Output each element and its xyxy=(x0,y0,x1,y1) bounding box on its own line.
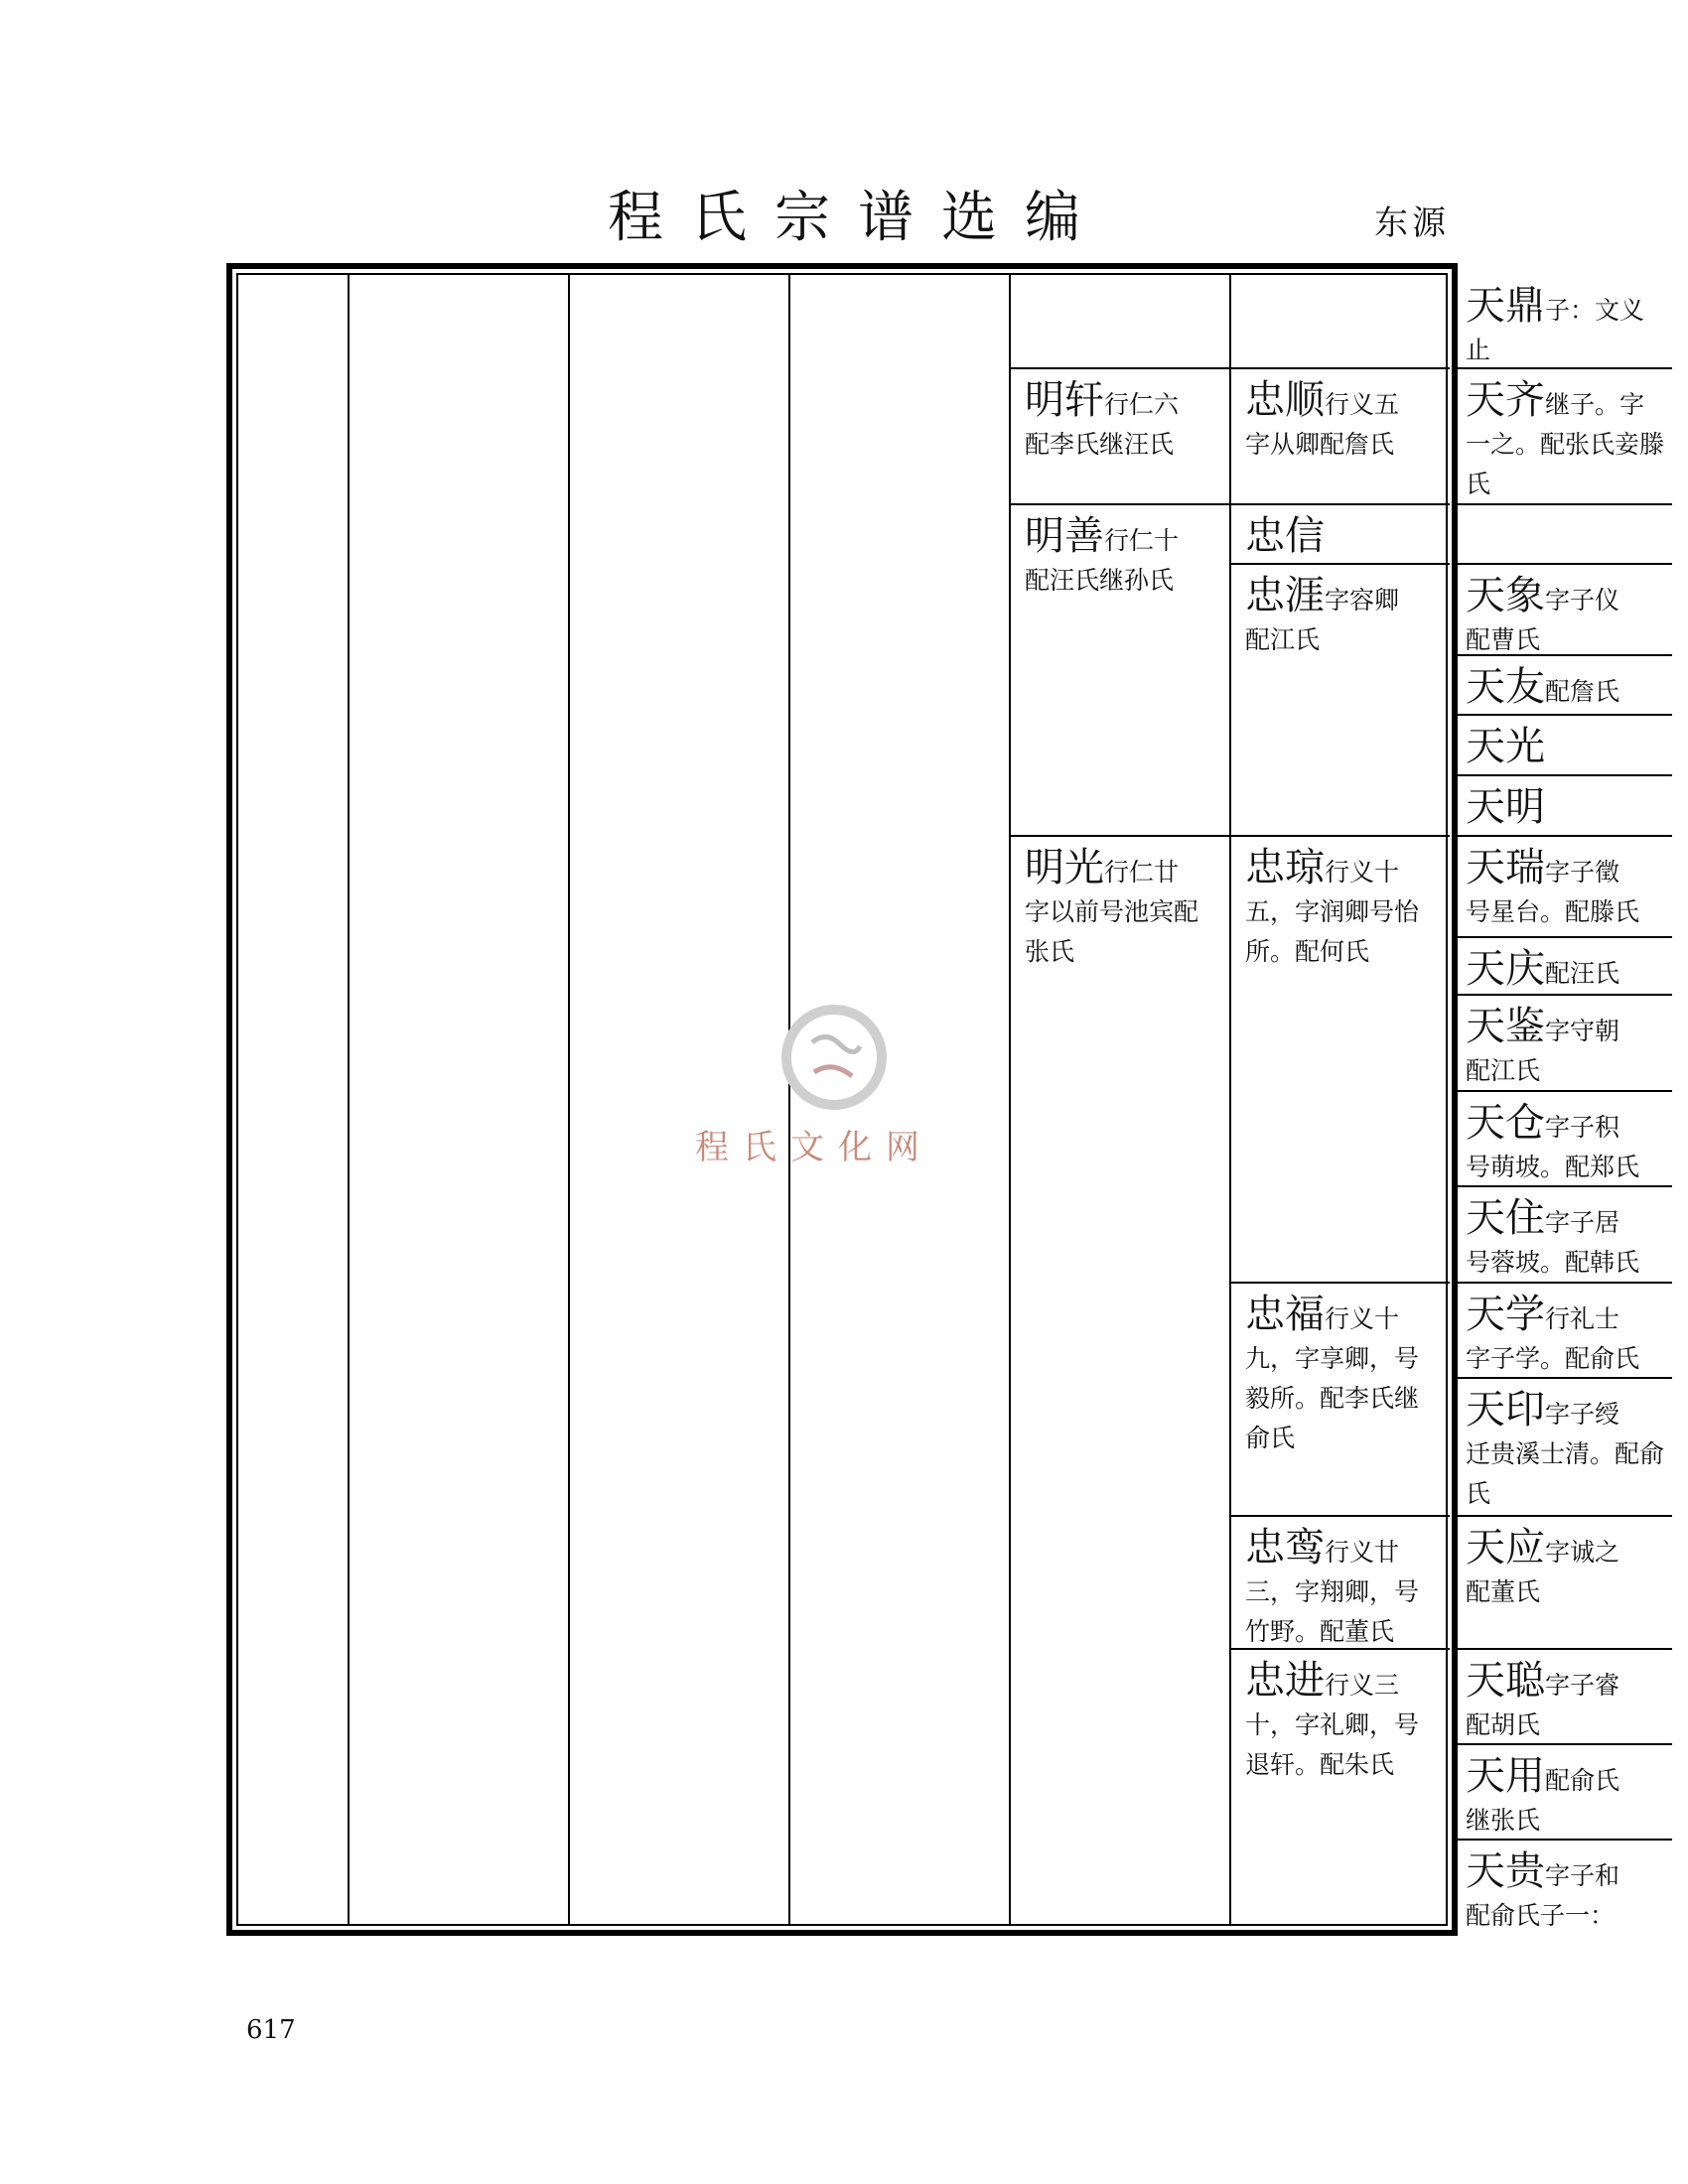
person-name: 明光 xyxy=(1025,845,1104,890)
person-detail: 字以前号池宾配张氏 xyxy=(1025,897,1199,966)
entry-cell xyxy=(1452,994,1672,1090)
person-detail: 三，字翔卿，号竹野。配董氏 xyxy=(1245,1577,1420,1646)
entry-cell xyxy=(1452,1839,1672,1932)
person-note: 字子绶 xyxy=(1545,1400,1620,1429)
person-detail: 配胡氏 xyxy=(1466,1710,1541,1739)
person-name: 忠信 xyxy=(1245,513,1325,559)
person-note: 配詹氏 xyxy=(1545,677,1620,706)
person-note: 行仁廿 xyxy=(1104,858,1180,887)
entry-cell xyxy=(1452,1282,1672,1377)
entry-cell xyxy=(1452,1185,1672,1282)
entry-cell xyxy=(1231,503,1450,563)
person-note: 继子。字 xyxy=(1545,390,1645,419)
person-detail: 迁贵溪士清。配俞氏 xyxy=(1466,1439,1665,1508)
entry-cell xyxy=(1452,654,1672,714)
person-note: 字子睿 xyxy=(1545,1671,1620,1700)
person-detail: 十，字礼卿，号退轩。配朱氏 xyxy=(1245,1710,1420,1779)
entry-cell xyxy=(1452,1648,1672,1743)
person-name: 忠琼 xyxy=(1245,845,1325,890)
person-detail: 配江氏 xyxy=(1245,625,1321,654)
person-note: 字子积 xyxy=(1545,1113,1620,1142)
entry-cell xyxy=(1231,1515,1450,1648)
person-detail: 继张氏 xyxy=(1466,1806,1541,1835)
person-name: 天住 xyxy=(1466,1195,1545,1241)
page-subtitle: 东源 xyxy=(1374,204,1450,243)
person-detail: 五，字润卿号怡所。配何氏 xyxy=(1245,897,1420,966)
person-detail: 配曹氏 xyxy=(1466,625,1541,654)
watermark-text: 程氏文化网 xyxy=(695,1128,933,1167)
empty-cell xyxy=(1452,503,1672,563)
entry-cell xyxy=(1452,835,1672,936)
person-name: 天印 xyxy=(1466,1387,1545,1433)
person-detail: 号萌坡。配郑氏 xyxy=(1466,1153,1640,1181)
person-detail: 号星台。配滕氏 xyxy=(1466,897,1640,926)
person-detail: 配江氏 xyxy=(1466,1056,1541,1085)
person-name: 忠福 xyxy=(1245,1292,1325,1337)
person-note: 行义廿 xyxy=(1325,1538,1400,1567)
entry-cell xyxy=(1452,936,1672,994)
entry-cell xyxy=(1231,835,1450,1282)
person-note: 行义三 xyxy=(1325,1671,1400,1700)
person-name: 天友 xyxy=(1466,664,1545,710)
person-note: 子：文义 xyxy=(1545,296,1645,325)
entry-cell xyxy=(1452,275,1672,367)
person-name: 天瑞 xyxy=(1466,845,1545,890)
entry-cell xyxy=(1231,367,1450,503)
seal-icon xyxy=(774,1003,894,1112)
person-note: 字守朝 xyxy=(1545,1017,1620,1045)
entry-cell xyxy=(1452,1743,1672,1839)
person-note: 配俞氏 xyxy=(1545,1766,1620,1795)
person-detail: 九，字享卿，号毅所。配李氏继俞氏 xyxy=(1245,1344,1420,1452)
person-name: 天齐 xyxy=(1466,377,1545,423)
person-note: 字子和 xyxy=(1545,1861,1620,1890)
page-number: 617 xyxy=(246,2015,296,2045)
person-name: 天用 xyxy=(1466,1753,1545,1799)
person-name: 天仓 xyxy=(1466,1100,1545,1146)
entry-cell xyxy=(1231,1648,1450,1932)
person-detail: 字从卿配詹氏 xyxy=(1245,430,1395,459)
watermark xyxy=(695,1003,993,1181)
person-note: 行仁六 xyxy=(1104,390,1180,419)
entry-cell xyxy=(1452,774,1672,835)
person-name: 天庆 xyxy=(1466,946,1545,992)
person-name: 天贵 xyxy=(1466,1848,1545,1894)
page-title: 程氏宗谱选编 xyxy=(608,186,1108,250)
person-detail: 配汪氏继孙氏 xyxy=(1025,566,1175,595)
person-note: 字子居 xyxy=(1545,1208,1620,1237)
person-detail: 字子学。配俞氏 xyxy=(1466,1344,1640,1373)
entry-cell xyxy=(1452,563,1672,654)
entry-cell xyxy=(1011,367,1229,503)
person-name: 天鉴 xyxy=(1466,1004,1545,1049)
person-detail: 配董氏 xyxy=(1466,1577,1541,1606)
person-note: 行义十 xyxy=(1325,858,1400,887)
person-name: 忠进 xyxy=(1245,1658,1325,1704)
entry-cell xyxy=(1452,367,1672,503)
person-name: 天明 xyxy=(1466,784,1545,830)
person-note: 行义五 xyxy=(1325,390,1400,419)
entry-cell xyxy=(1011,835,1229,1932)
person-detail: 号蓉坡。配韩氏 xyxy=(1466,1248,1640,1277)
entry-cell xyxy=(1011,503,1229,835)
person-note: 字子仪 xyxy=(1545,586,1620,614)
entry-cell xyxy=(1452,1090,1672,1185)
person-name: 明善 xyxy=(1025,513,1104,559)
person-name: 天学 xyxy=(1466,1292,1545,1337)
person-name: 天聪 xyxy=(1466,1658,1545,1704)
person-name: 天光 xyxy=(1466,724,1545,769)
person-note: 字诚之 xyxy=(1545,1538,1620,1567)
column-divider xyxy=(348,275,350,1924)
entry-cell xyxy=(1452,1515,1672,1648)
person-detail: 一之。配张氏妾滕氏 xyxy=(1466,430,1665,498)
person-note: 字子徵 xyxy=(1545,858,1620,887)
person-name: 天象 xyxy=(1466,573,1545,618)
entry-cell xyxy=(1452,1377,1672,1515)
entry-cell xyxy=(1452,714,1672,774)
person-name: 忠顺 xyxy=(1245,377,1325,423)
person-name: 忠涯 xyxy=(1245,573,1325,618)
person-note: 行礼士 xyxy=(1545,1304,1620,1333)
person-detail: 配李氏继汪氏 xyxy=(1025,430,1175,459)
person-name: 天鼎 xyxy=(1466,283,1545,329)
person-name: 明轩 xyxy=(1025,377,1104,423)
entry-cell xyxy=(1231,1282,1450,1515)
person-name: 天应 xyxy=(1466,1525,1545,1570)
person-note: 行仁十 xyxy=(1104,526,1180,555)
person-name: 忠鸾 xyxy=(1245,1525,1325,1570)
person-detail: 配俞氏子一： xyxy=(1466,1901,1616,1930)
column-divider xyxy=(568,275,570,1924)
person-note: 配汪氏 xyxy=(1545,959,1620,988)
person-note: 字容卿 xyxy=(1325,586,1400,614)
person-detail: 止 xyxy=(1466,336,1491,364)
person-note: 行义十 xyxy=(1325,1304,1400,1333)
entry-cell xyxy=(1231,563,1450,835)
